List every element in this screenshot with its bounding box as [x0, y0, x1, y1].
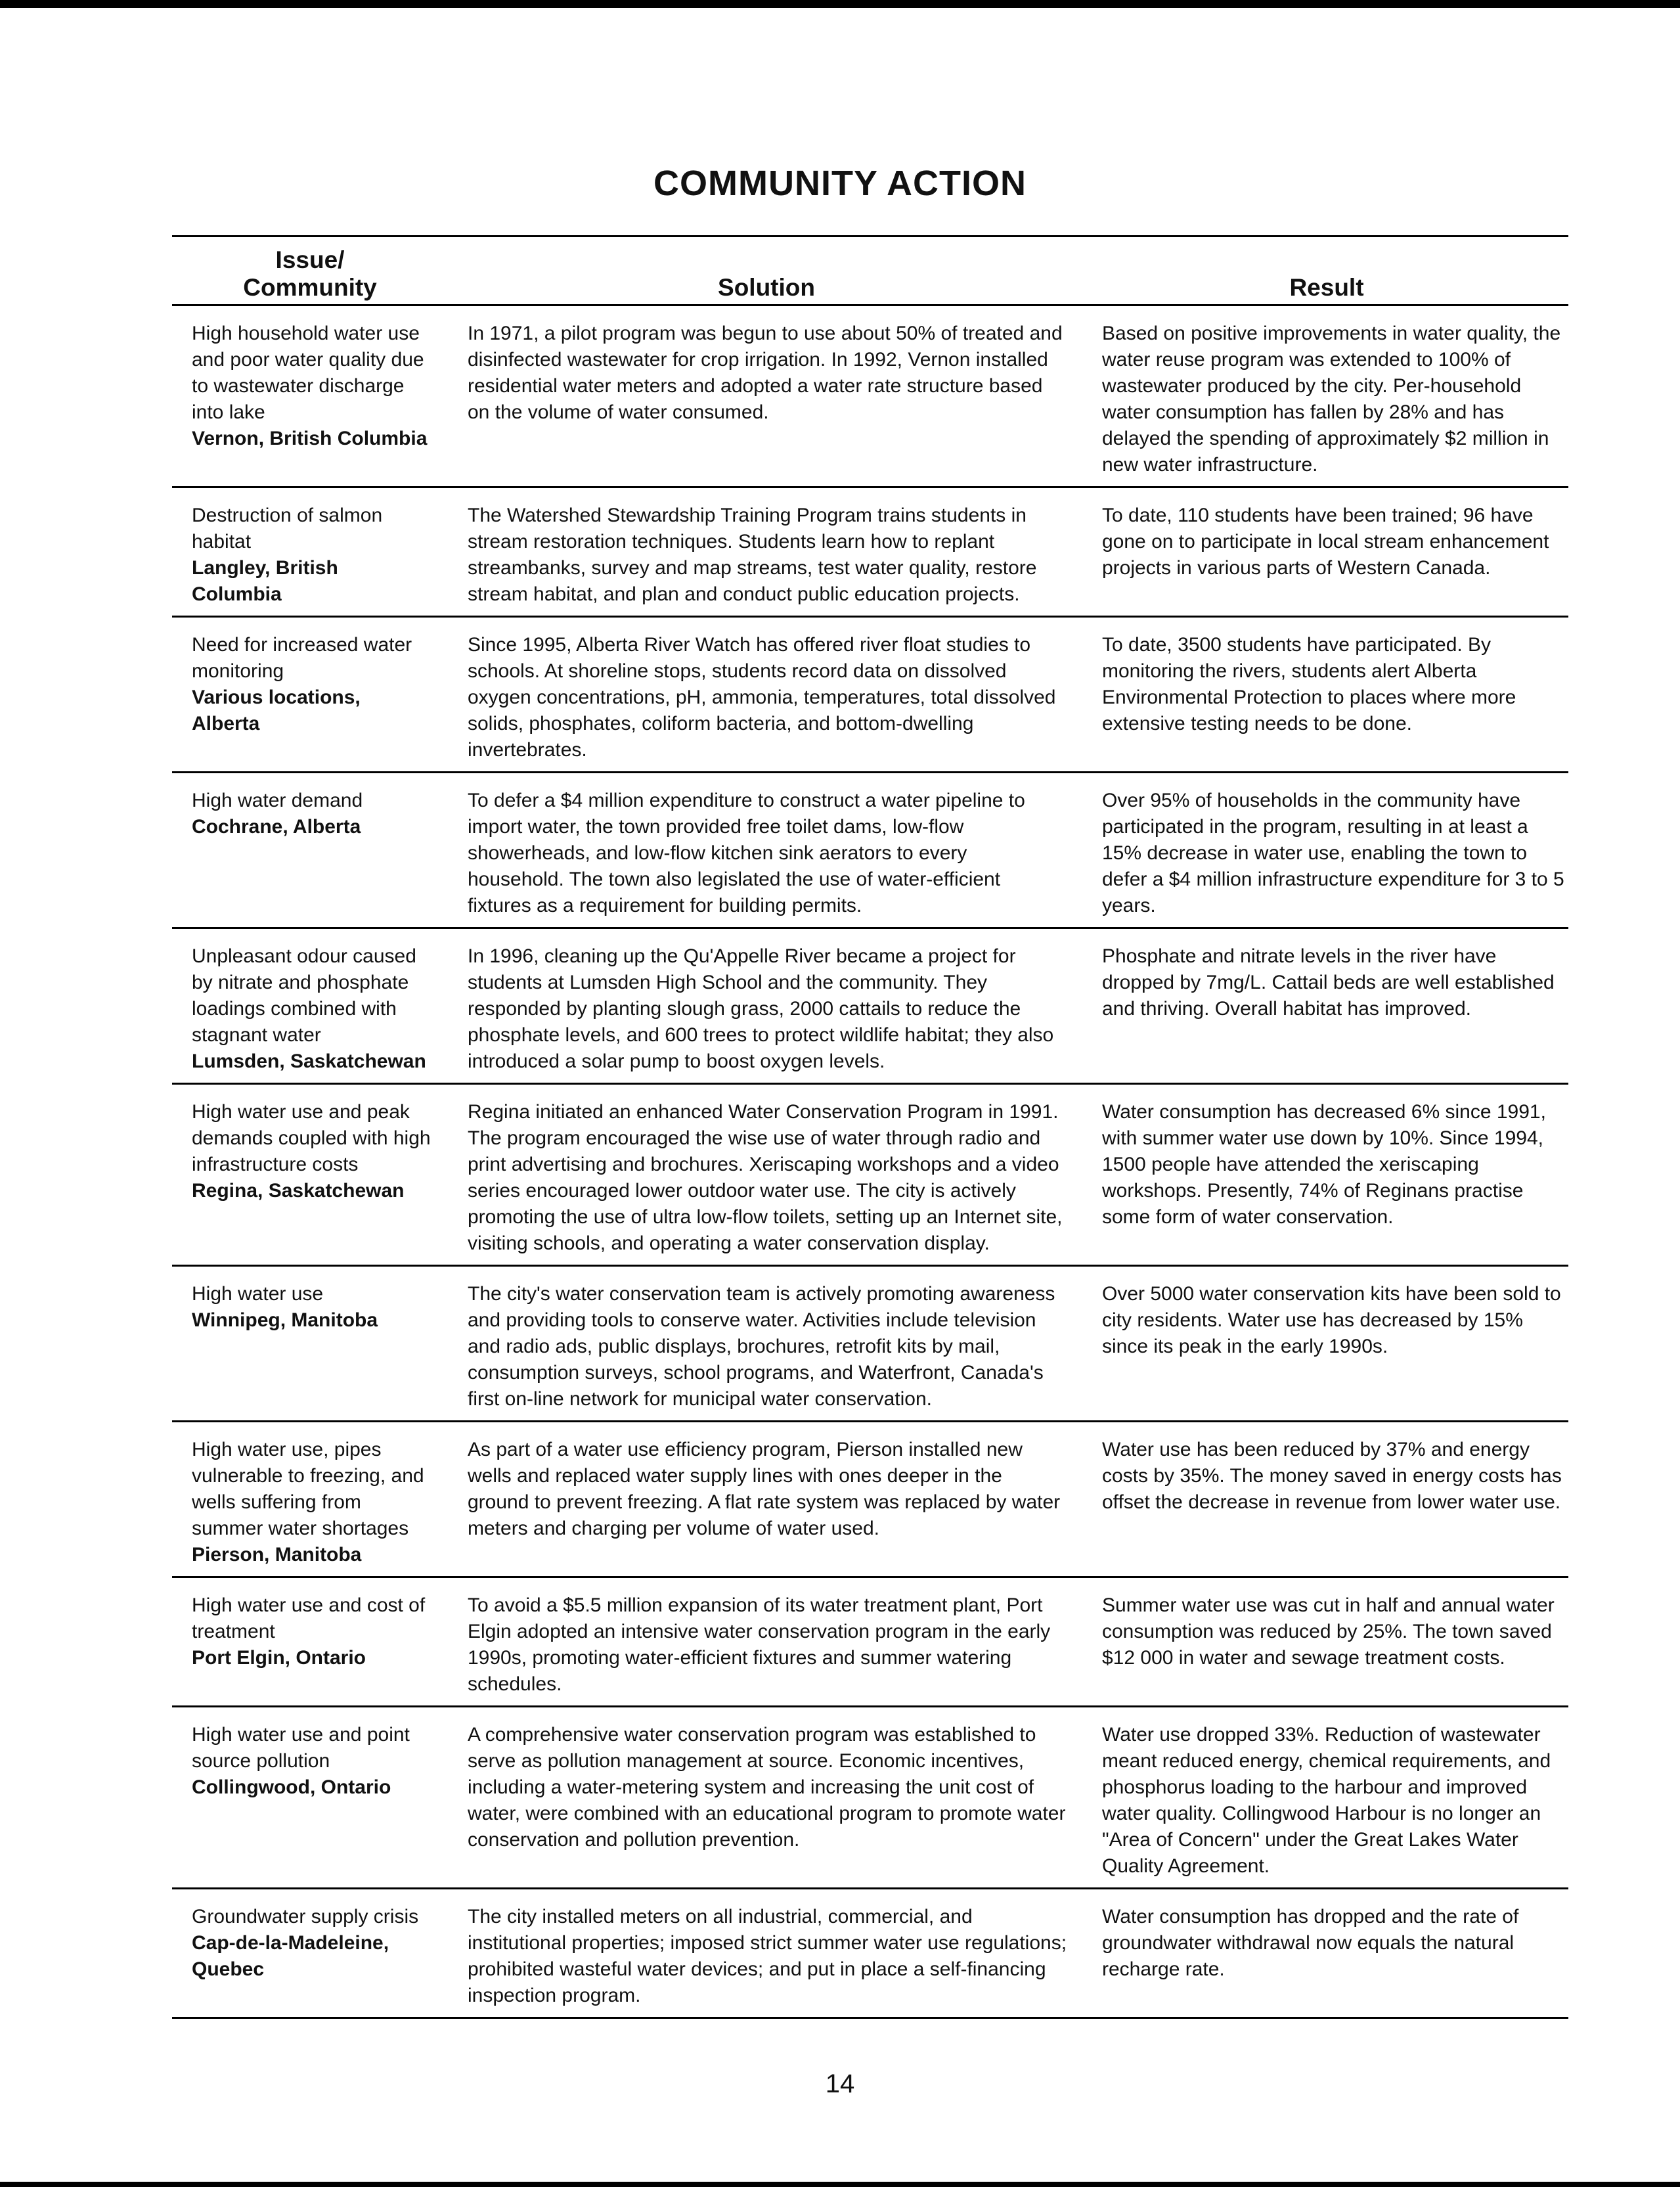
solution-cell: As part of a water use efficiency program, Pierson installed new wells and replaced water supply lines with ones deeper in the ground to prevent freezing. A flat rate system was replaced by water meters and charging per volume of water used. — [468, 1439, 1061, 1539]
result-cell: Based on positive improvements in water quality, the water reuse program was extended to 100% of wastewater produced by the city. Per-household water consumption has fallen by 28% and has delayed the spending of approximately $2 million in new water infrastructure. — [1102, 323, 1561, 476]
table-row — [172, 1267, 1568, 1422]
issue-text: High water use and cost of treatment — [192, 1594, 426, 1642]
header-result: Result — [1289, 274, 1364, 301]
result-cell: Water use has been reduced by 37% and energy costs by 35%. The money saved in energy costs has offset the decrease in revenue from lower water use. — [1102, 1439, 1562, 1513]
result-cell: To date, 110 students have been trained; 96 have gone on to participate in local stream enhancement projects in various parts of Western Canada. — [1102, 505, 1549, 579]
issue-cell — [172, 1099, 448, 1257]
issue-text: Unpleasant odour caused by nitrate and phosphate loadings combined with stagnant water — [192, 945, 416, 1046]
table-row — [172, 773, 1568, 929]
community-name: Various locations, Alberta — [192, 687, 361, 734]
table-row — [172, 488, 1568, 618]
community-name: Port Elgin, Ontario — [192, 1647, 366, 1669]
issue-text: Need for increased water monitoring — [192, 634, 412, 682]
solution-cell: The city installed meters on all industrial, commercial, and institutional properties; imposed strict summer water use regulations; prohibited wasteful water devices; and put in place a self-financing inspection program. — [468, 1906, 1067, 2006]
table-row — [172, 306, 1568, 488]
issue-cell — [172, 943, 448, 1075]
issue-cell — [172, 503, 448, 608]
issue-cell — [172, 788, 448, 919]
community-name: Cochrane, Alberta — [192, 816, 361, 838]
result-cell: Water consumption has decreased 6% since 1991, with summer water use down by 10%. Since 1994, 1500 people have attended the xeriscaping workshops. Presently, 74% of Reginans practise some form of water conservation. — [1102, 1101, 1546, 1228]
community-name: Pierson, Manitoba — [192, 1544, 362, 1566]
issue-cell — [172, 1281, 448, 1412]
community-name: Cap-de-la-Madeleine, Quebec — [192, 1932, 389, 1980]
result-cell: Phosphate and nitrate levels in the river have dropped by 7mg/L. Cattail beds are well established and thriving. Overall habitat has improved. — [1102, 945, 1555, 1020]
issue-text: High water demand — [192, 790, 363, 811]
table-row — [172, 1085, 1568, 1267]
top-border — [0, 0, 1680, 8]
solution-cell: The city's water conservation team is actively promoting awareness and providing tools to conserve water. Activities include television and radio ads, public displays, brochures, retrofit kits by mail, consumption surveys, school programs, and Waterfront, Canada's first on-line network for municipal water conservation. — [468, 1283, 1055, 1410]
issue-text: High water use, pipes vulnerable to freezing, and wells suffering from summer water shortages — [192, 1439, 424, 1539]
issue-cell — [172, 1904, 448, 2009]
result-cell: Over 5000 water conservation kits have been sold to city residents. Water use has decreased by 15% since its peak in the early 1990s. — [1102, 1283, 1561, 1357]
solution-cell: To avoid a $5.5 million expansion of its water treatment plant, Port Elgin adopted an intensive water conservation program in the early 1990s, promoting water-efficient fixtures and summer watering schedules. — [468, 1594, 1051, 1695]
result-cell: Over 95% of households in the community have participated in the program, resulting in at least a 15% decrease in water use, enabling the town to defer a $4 million infrastructure expenditure for 3 to 5 years. — [1102, 790, 1564, 916]
issue-text: High water use and point source pollution — [192, 1724, 410, 1772]
table-row — [172, 929, 1568, 1085]
issue-cell — [172, 632, 448, 763]
issue-text: Groundwater supply crisis — [192, 1906, 419, 1928]
header-solution: Solution — [718, 274, 815, 301]
table-body — [172, 306, 1568, 2019]
solution-cell: Since 1995, Alberta River Watch has offered river float studies to schools. At shoreline stops, students record data on dissolved oxygen concentrations, pH, ammonia, temperatures, total dissolved solids, phosphates, coliform bacteria, and bottom-dwelling invertebrates. — [468, 634, 1056, 761]
issue-text: High water use — [192, 1283, 324, 1305]
issue-cell — [172, 1722, 448, 1880]
issue-text: High water use and peak demands coupled with high infrastructure costs — [192, 1101, 431, 1175]
table-row — [172, 1707, 1568, 1889]
community-name: Collingwood, Ontario — [192, 1776, 391, 1798]
community-name: Vernon, British Columbia — [192, 428, 428, 449]
result-cell: To date, 3500 students have participated. By monitoring the rivers, students alert Alberta Environmental Protection to places where more extensive testing needs to be done. — [1102, 634, 1516, 734]
solution-cell: In 1971, a pilot program was begun to use about 50% of treated and disinfected wastewater for crop irrigation. In 1992, Vernon installed residential water meters and adopted a water rate structure based on the volume of water consumed. — [468, 323, 1063, 423]
issue-cell — [172, 321, 448, 478]
result-cell: Summer water use was cut in half and annual water consumption was reduced by 25%. The town saved $12 000 in water and sewage treatment costs. — [1102, 1594, 1555, 1669]
table-row — [172, 1578, 1568, 1707]
issue-text: High household water use and poor water quality due to wastewater discharge into lake — [192, 323, 424, 423]
solution-cell: A comprehensive water conservation program was established to serve as pollution management at source. Economic incentives, including a water-metering system and increasing the unit cost of water, were combined with an educational program to promote water conservation and pollution prevention. — [468, 1724, 1066, 1851]
issue-text: Destruction of salmon habitat — [192, 505, 383, 552]
table-row — [172, 1889, 1568, 2019]
solution-cell: In 1996, cleaning up the Qu'Appelle River became a project for students at Lumsden High School and the community. They responded by planting slough grass, 2000 cattails to reduce the phosphate levels, and 600 trees to protect wildlife habitat; they also introduced a solar pump to boost oxygen levels. — [468, 945, 1054, 1072]
community-action-table — [172, 235, 1568, 2019]
solution-cell: To defer a $4 million expenditure to construct a water pipeline to import water, the town provided free toilet dams, low-flow showerheads, and low-flow kitchen sink aerators to every household. The town also legislated the use of water-efficient fixtures as a requirement for building permits. — [468, 790, 1025, 916]
community-name: Regina, Saskatchewan — [192, 1180, 405, 1202]
issue-cell — [172, 1437, 448, 1568]
community-name: Lumsden, Saskatchewan — [192, 1050, 426, 1072]
table-row — [172, 618, 1568, 773]
solution-cell: Regina initiated an enhanced Water Conservation Program in 1991. The program encouraged the wise use of water through radio and print advertising and brochures. Xeriscaping workshops and a video series encouraged lower outdoor water use. The city is actively promoting the use of ultra low-flow toilets, setting up an Internet site, visiting schools, and operating a water conservation display. — [468, 1101, 1063, 1254]
community-name: Langley, British Columbia — [192, 557, 338, 605]
result-cell: Water consumption has dropped and the rate of groundwater withdrawal now equals the natural recharge rate. — [1102, 1906, 1519, 1980]
result-cell: Water use dropped 33%. Reduction of wastewater meant reduced energy, chemical requirements, and phosphorus loading to the harbour and improved water quality. Collingwood Harbour is no longer an "Area of Concern" under the Great Lakes Water Quality Agreement. — [1102, 1724, 1551, 1877]
page-title: COMMUNITY ACTION — [653, 164, 1027, 203]
table-header-row — [172, 237, 1568, 306]
issue-cell — [172, 1592, 448, 1698]
bottom-border — [0, 2182, 1680, 2187]
table-row — [172, 1422, 1568, 1578]
community-name: Winnipeg, Manitoba — [192, 1309, 378, 1331]
header-issue-community: Issue/ Community — [243, 246, 377, 301]
page-number: 14 — [825, 2069, 855, 2098]
solution-cell: The Watershed Stewardship Training Program trains students in stream restoration techniques. Students learn how to replant streambanks, survey and map streams, test water quality, restore stream habitat, and plan and conduct public education projects. — [468, 505, 1037, 605]
